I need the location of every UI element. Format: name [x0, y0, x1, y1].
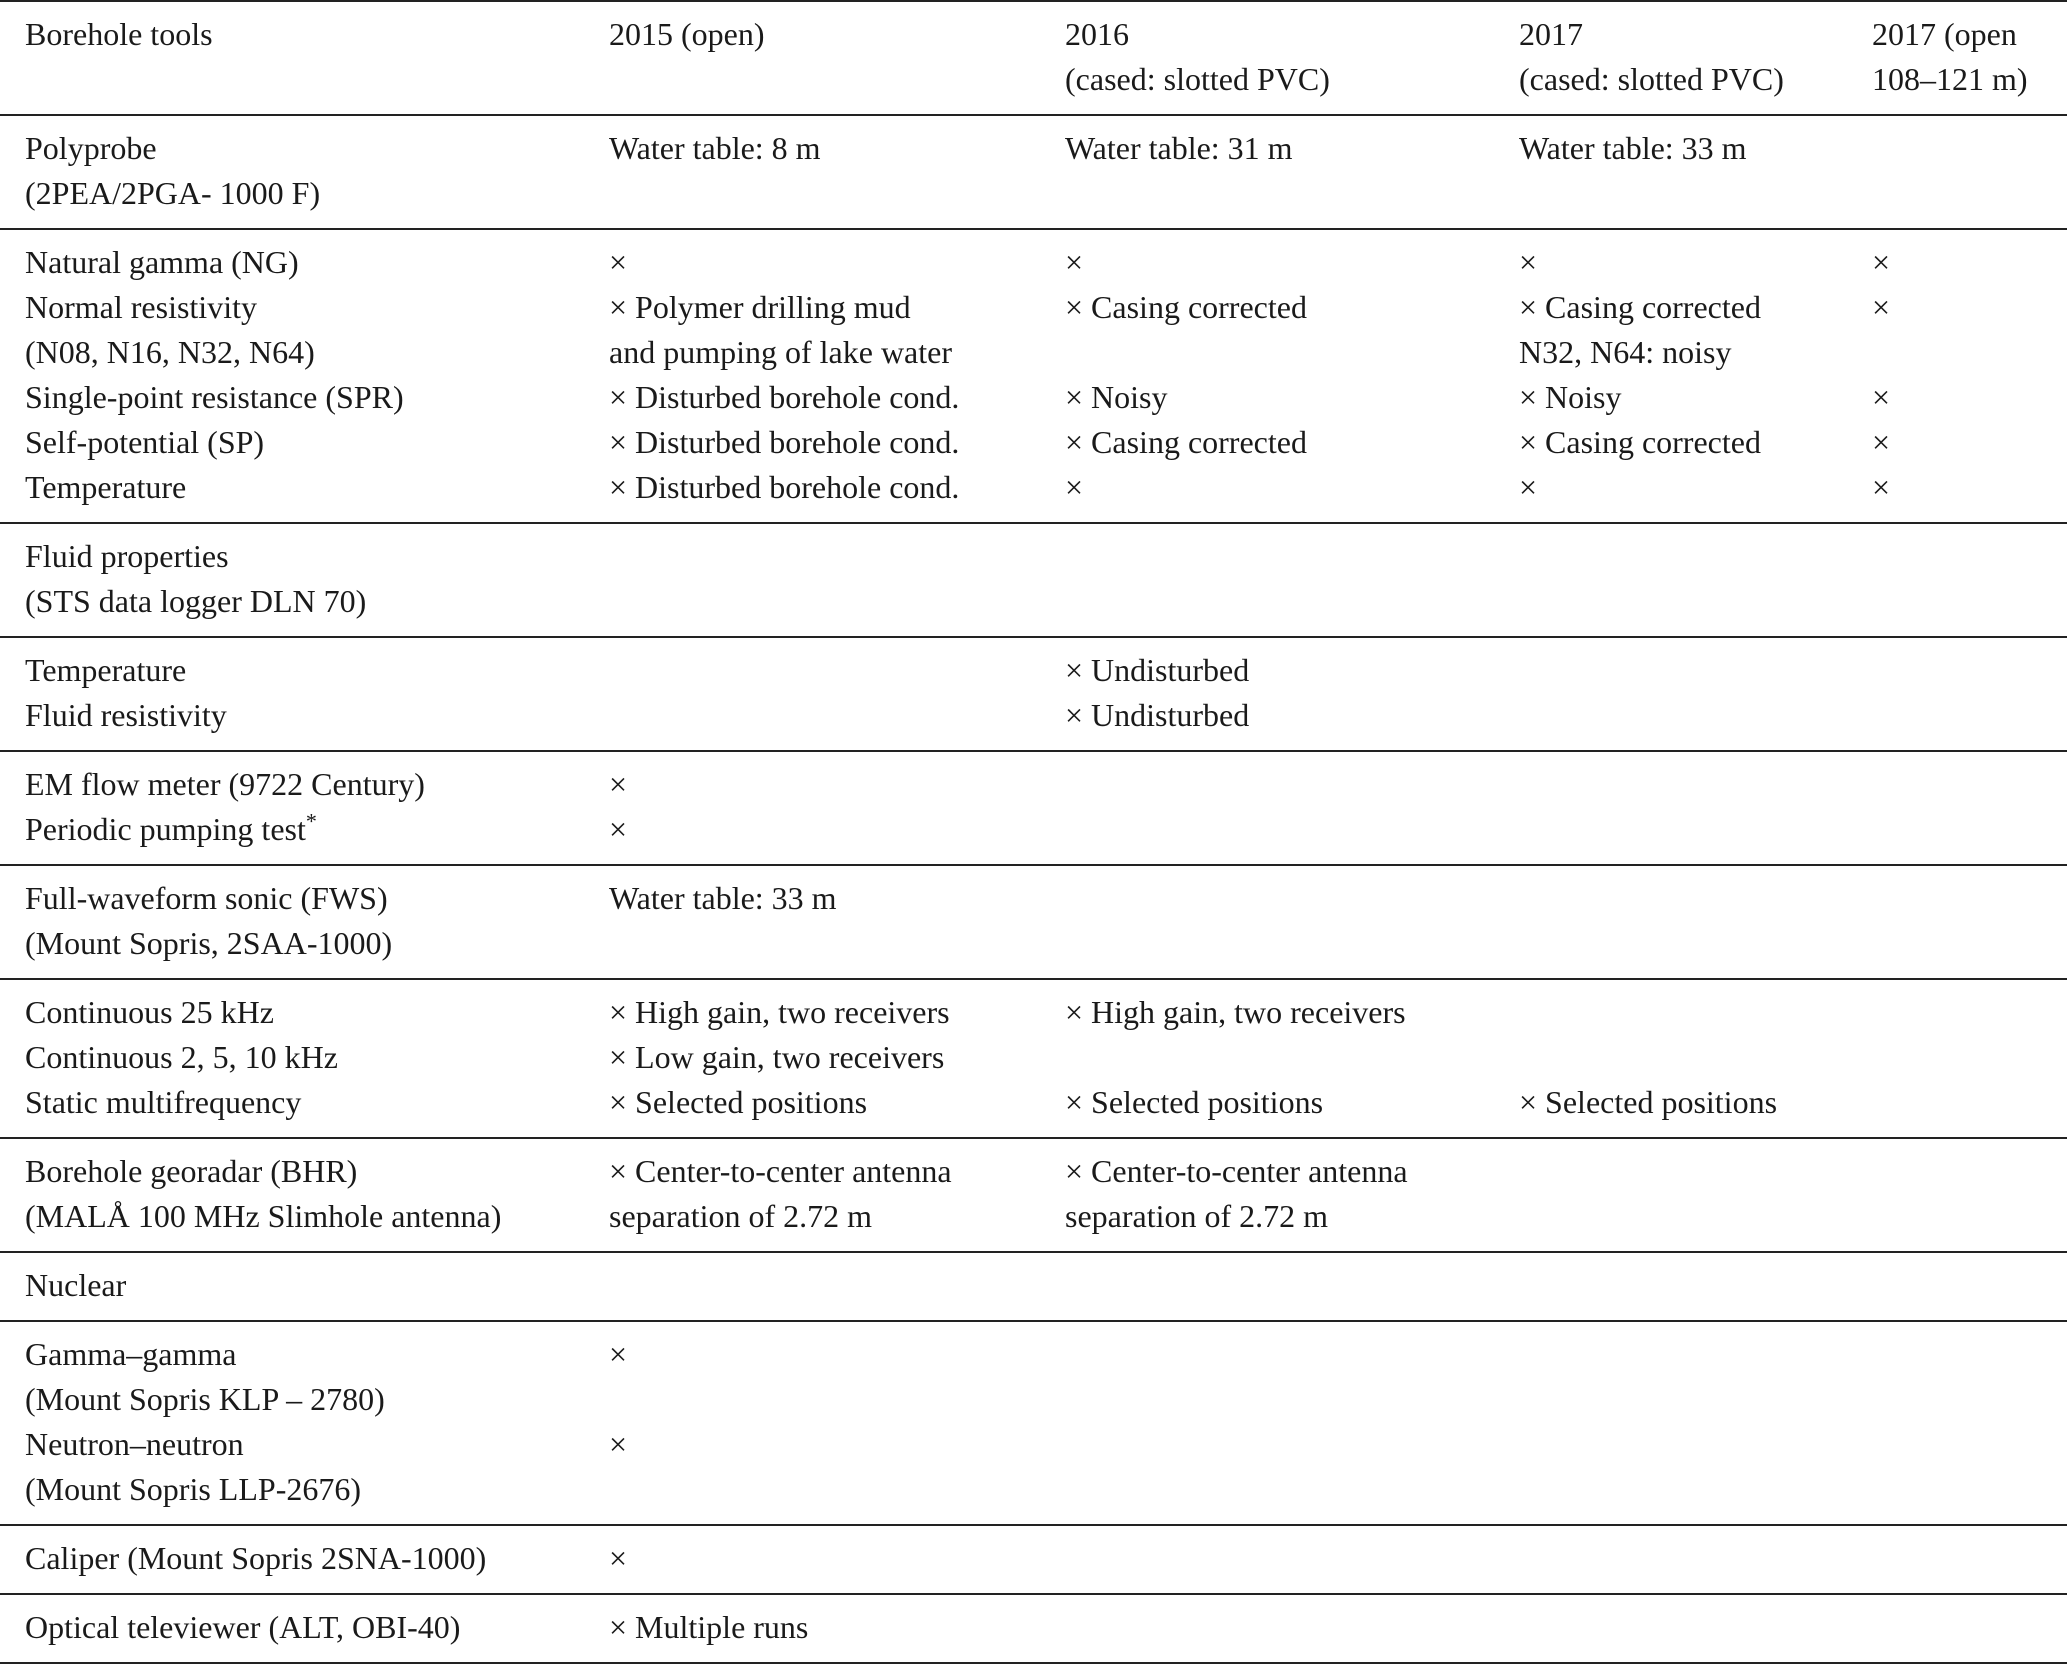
table-row	[0, 751, 2067, 807]
cell-y2016-cased: × Casing corrected	[1065, 424, 1307, 460]
table-row	[0, 1321, 2067, 1422]
cell-y2017-open	[1852, 1321, 2067, 1422]
header-2017-cased: 2017 (cased: slotted PVC)	[1501, 1, 1852, 115]
cell-y2016-cased: × Undisturbed	[1065, 652, 1250, 688]
table-row	[0, 115, 2067, 229]
cell-tool: Temperature	[25, 652, 187, 688]
cell-y2016-cased	[1047, 523, 1501, 637]
cell-y2017-open	[1852, 979, 2067, 1035]
cell-y2016-cased: × Casing corrected	[1065, 289, 1307, 325]
cell-y2017-open	[1852, 1252, 2067, 1321]
cell-y2017-open	[1852, 1138, 2067, 1252]
cell-tool: Optical televiewer (ALT, OBI-40)	[0, 1594, 589, 1663]
cell-y2015-open: ×	[589, 1525, 1047, 1594]
cell-tool: Gamma–gamma (Mount Sopris KLP – 2780)	[25, 1336, 385, 1417]
cell-y2016-cased	[1047, 1525, 1501, 1594]
table-row	[0, 693, 2067, 751]
header-2017-open: 2017 (open 108–121 m)	[1852, 1, 2067, 115]
cell-y2017-cased	[1501, 693, 1852, 751]
cell-y2017-open	[1852, 115, 2067, 229]
table-row	[0, 285, 2067, 375]
table-row	[0, 865, 2067, 979]
header-borehole-tools: Borehole tools	[0, 1, 589, 115]
cell-y2017-cased: Water table: 33 m	[1501, 115, 1852, 229]
table-row	[0, 1422, 2067, 1525]
cell-y2015-open: × High gain, two receivers	[609, 994, 950, 1030]
cell-y2017-cased: × Selected positions	[1501, 1080, 1852, 1138]
cell-y2015-open: Water table: 33 m	[589, 865, 1047, 979]
cell-y2017-cased	[1501, 1321, 1852, 1422]
table-row	[0, 1252, 2067, 1321]
cell-tool: Continuous 25 kHz	[25, 994, 274, 1030]
cell-y2017-cased	[1501, 523, 1852, 637]
cell-y2015-open	[589, 693, 1047, 751]
cell-y2017-open	[1852, 1525, 2067, 1594]
cell-y2015-open: × Multiple runs	[589, 1594, 1047, 1663]
cell-y2016-cased: Water table: 31 m	[1047, 115, 1501, 229]
cell-y2016-cased	[1047, 865, 1501, 979]
cell-y2016-cased: × Center-to-center antenna separation of 2.72 m	[1047, 1138, 1501, 1252]
cell-tool: Continuous 2, 5, 10 kHz	[25, 1039, 338, 1075]
cell-y2015-open: × Polymer drilling mud and pumping of lake water	[609, 289, 952, 370]
cell-y2017-open	[1852, 865, 2067, 979]
cell-y2017-open	[1852, 751, 2067, 807]
cell-y2017-cased	[1501, 1138, 1852, 1252]
cell-y2017-cased	[1501, 637, 1852, 693]
cell-y2016-cased: × High gain, two receivers	[1065, 994, 1406, 1030]
cell-tool: Full-waveform sonic (FWS) (Mount Sopris, 2SAA-1000)	[0, 865, 589, 979]
cell-y2017-cased: × Casing corrected N32, N64: noisy	[1519, 289, 1761, 370]
cell-y2015-open: Water table: 8 m	[589, 115, 1047, 229]
cell-y2017-open: ×	[1872, 424, 1891, 460]
cell-y2017-open: ×	[1872, 244, 1891, 280]
cell-y2015-open: × Disturbed borehole cond.	[589, 465, 1047, 523]
cell-tool: Neutron–neutron (Mount Sopris LLP-2676)	[0, 1422, 589, 1525]
cell-y2017-cased	[1501, 1594, 1852, 1663]
cell-tool: Static multifrequency	[0, 1080, 589, 1138]
table-row	[0, 637, 2067, 693]
cell-tool: Caliper (Mount Sopris 2SNA-1000)	[0, 1525, 589, 1594]
table-row	[0, 807, 2067, 865]
cell-y2015-open: × Disturbed borehole cond.	[609, 424, 960, 460]
cell-y2017-open	[1852, 1422, 2067, 1525]
table-row	[0, 420, 2067, 465]
cell-y2015-open	[589, 637, 1047, 693]
cell-y2017-cased: × Casing corrected	[1519, 424, 1761, 460]
cell-y2015-open: × Selected positions	[589, 1080, 1047, 1138]
cell-y2016-cased	[1047, 1321, 1501, 1422]
cell-y2017-open	[1852, 693, 2067, 751]
cell-tool: Polyprobe (2PEA/2PGA- 1000 F)	[0, 115, 589, 229]
cell-tool: Temperature	[0, 465, 589, 523]
header-2015-open: 2015 (open)	[589, 1, 1047, 115]
cell-tool: Borehole georadar (BHR) (MALÅ 100 MHz Slimhole antenna)	[0, 1138, 589, 1252]
cell-y2015-open: × Center-to-center antenna separation of 2.72 m	[589, 1138, 1047, 1252]
cell-tool: Periodic pumping test*	[0, 807, 589, 865]
cell-y2017-cased	[1501, 1525, 1852, 1594]
cell-y2017-cased	[1501, 1035, 1852, 1080]
cell-y2016-cased: × Undisturbed	[1047, 693, 1501, 751]
cell-y2017-cased	[1501, 1252, 1852, 1321]
cell-y2016-cased	[1047, 1422, 1501, 1525]
header-row	[0, 1, 2067, 115]
cell-tool: Fluid properties (STS data logger DLN 70)	[0, 523, 589, 637]
cell-y2015-open	[589, 1252, 1047, 1321]
cell-y2017-cased: ×	[1519, 244, 1538, 280]
cell-y2016-cased	[1047, 1252, 1501, 1321]
cell-y2015-open	[589, 523, 1047, 637]
cell-y2017-open	[1852, 637, 2067, 693]
cell-y2016-cased: × Noisy	[1065, 379, 1168, 415]
cell-y2016-cased: × Selected positions	[1047, 1080, 1501, 1138]
cell-y2017-open	[1852, 1035, 2067, 1080]
cell-y2015-open: ×	[589, 1422, 1047, 1525]
header-2016-cased: 2016 (cased: slotted PVC)	[1047, 1, 1501, 115]
cell-y2015-open: ×	[609, 1336, 628, 1372]
cell-tool: Fluid resistivity	[0, 693, 589, 751]
cell-y2016-cased	[1047, 751, 1501, 807]
cell-y2017-open	[1852, 1080, 2067, 1138]
table-row	[0, 465, 2067, 523]
cell-y2017-open	[1852, 523, 2067, 637]
cell-y2015-open: × Disturbed borehole cond.	[609, 379, 960, 415]
table-row	[0, 523, 2067, 637]
cell-y2016-cased: ×	[1065, 244, 1084, 280]
cell-tool: EM flow meter (9722 Century)	[25, 766, 425, 802]
table-row	[0, 979, 2067, 1035]
table-row	[0, 229, 2067, 285]
cell-y2017-open	[1852, 807, 2067, 865]
cell-y2017-cased	[1501, 865, 1852, 979]
cell-y2017-cased	[1501, 1422, 1852, 1525]
cell-tool: Self-potential (SP)	[25, 424, 265, 460]
cell-tool: Natural gamma (NG)	[25, 244, 299, 280]
footnote-marker: *	[305, 808, 317, 834]
cell-y2017-open: ×	[1852, 465, 2067, 523]
cell-y2015-open: ×	[609, 766, 628, 802]
cell-y2016-cased	[1047, 1594, 1501, 1663]
table-row	[0, 1594, 2067, 1663]
table-row	[0, 1525, 2067, 1594]
table-row	[0, 375, 2067, 420]
table-row	[0, 1138, 2067, 1252]
cell-y2017-cased: × Noisy	[1519, 379, 1622, 415]
cell-y2015-open: × Low gain, two receivers	[609, 1039, 945, 1075]
cell-y2016-cased: ×	[1047, 465, 1501, 523]
cell-y2017-cased	[1501, 751, 1852, 807]
cell-y2017-cased: ×	[1501, 465, 1852, 523]
cell-y2016-cased	[1047, 807, 1501, 865]
cell-y2015-open: ×	[609, 244, 628, 280]
table-row	[0, 1035, 2067, 1080]
cell-y2017-cased	[1501, 807, 1852, 865]
cell-y2017-open	[1852, 1594, 2067, 1663]
cell-y2016-cased	[1047, 1035, 1501, 1080]
cell-y2017-open: ×	[1872, 379, 1891, 415]
table-row	[0, 1080, 2067, 1138]
cell-tool: Normal resistivity (N08, N16, N32, N64)	[25, 289, 315, 370]
table-body	[0, 115, 2067, 1663]
cell-tool: Single-point resistance (SPR)	[25, 379, 404, 415]
cell-y2017-cased	[1501, 979, 1852, 1035]
cell-tool: Nuclear	[0, 1252, 589, 1321]
cell-y2017-open: ×	[1872, 289, 1891, 325]
cell-y2015-open: ×	[589, 807, 1047, 865]
